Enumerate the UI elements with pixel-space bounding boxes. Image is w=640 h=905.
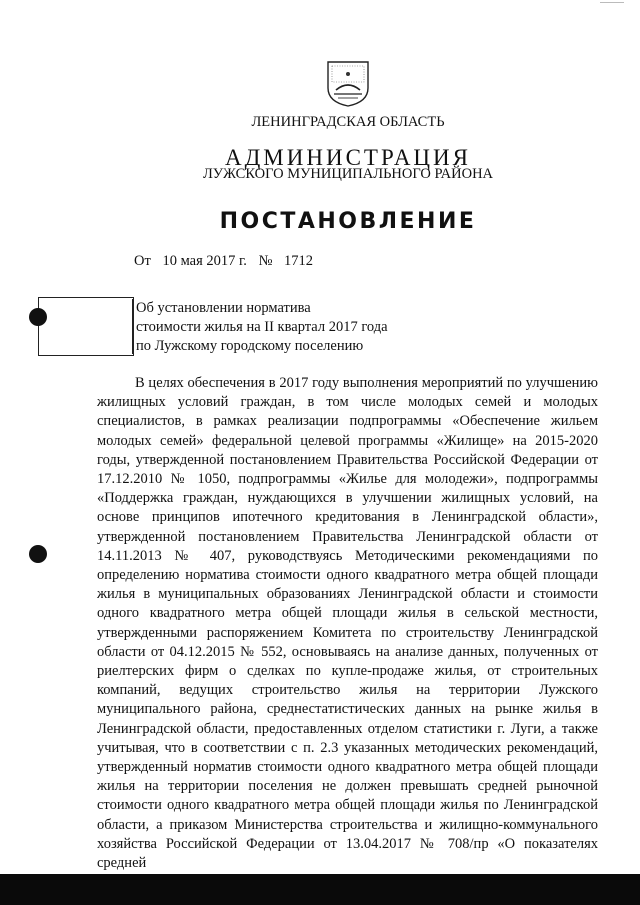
subject-block	[136, 299, 388, 356]
scan-mark	[600, 2, 624, 3]
coat-of-arms-icon	[326, 60, 370, 108]
subject-bracket	[132, 299, 133, 354]
punch-hole	[29, 545, 47, 563]
document-date: 10 мая 2017 г.	[162, 253, 247, 269]
subject-line: Об установлении норматива	[136, 300, 311, 316]
date-prefix: От	[134, 253, 151, 269]
document-body	[97, 374, 598, 873]
redaction-box	[38, 297, 134, 356]
date-line	[134, 253, 321, 270]
administration-title: АДМИНИСТРАЦИЯ	[225, 145, 471, 170]
district-title: ЛУЖСКОГО МУНИЦИПАЛЬНОГО РАЙОНА	[202, 166, 494, 182]
region-title: ЛЕНИНГРАДСКАЯ ОБЛАСТЬ	[251, 114, 445, 130]
number-sign: №	[258, 253, 273, 269]
document-type-title: ПОСТАНОВЛЕНИЕ	[219, 209, 477, 234]
subject-line: по Лужскому городскому поселению	[136, 338, 364, 354]
scan-bottom-edge	[0, 874, 640, 905]
document-number: 1712	[284, 253, 314, 269]
punch-hole	[29, 308, 47, 326]
body-paragraph: В целях обеспечения в 2017 году выполнения мероприятий по улучшению жилищных условий граждан, в том числе молодых семей и молодых специалистов, в рамках реализации подпрограммы «Обеспечение жильем молодых семей» федеральной целевой программы «Жилище» на 2015-2020 годы, утвержденной постановлением Правительства Российской Федерации от 17.12.2010 № 1050, подпрограммы «Жилье для молодежи», подпрограммы «Поддержка граждан, нуждающихся в улучшении жилищных условий, на основе принципов ипотечного кредитования в Ленинградской области», утвержденной постановлением Правительства Ленинградской области от 14.11.2013 № 407, руководствуясь Методическими рекомендациями по определению норматива стоимости одного квадратного метра общей площади жилья в муниципальных образованиях Ленинградской области и стоимости одного квадратного метра общей площади жилья в сельской местности, утвержденными распоряжением Комитета по строительству Ленинградской области от 04.12.2015 № 552, основываясь на анализе данных, полученных от риелтерских фирм о сделках по купле-продаже жилья, от строительных компаний, ведущих строительство жилья на территории Лужского муниципального района, среднестатистических данных на рынке жилья в Ленинградской области, предоставленных отделом статистики г. Луги, а также учитывая, что в соответствии с п. 2.3 указанных методических рекомендаций, утвержденный норматив стоимости одного квадратного метра общей площади жилья на территории поселения не должен превышать средней рыночной стоимости одного квадратного метра общей площади жилья по Ленинградской области, а приказом Министерства строительства и жилищно-коммунального хозяйства Российской Федерации от 13.04.2017 № 708/пр «О показателях средней	[97, 375, 598, 872]
subject-line: стоимости жилья на II квартал 2017 года	[136, 319, 388, 335]
top-edge	[0, 0, 640, 2]
